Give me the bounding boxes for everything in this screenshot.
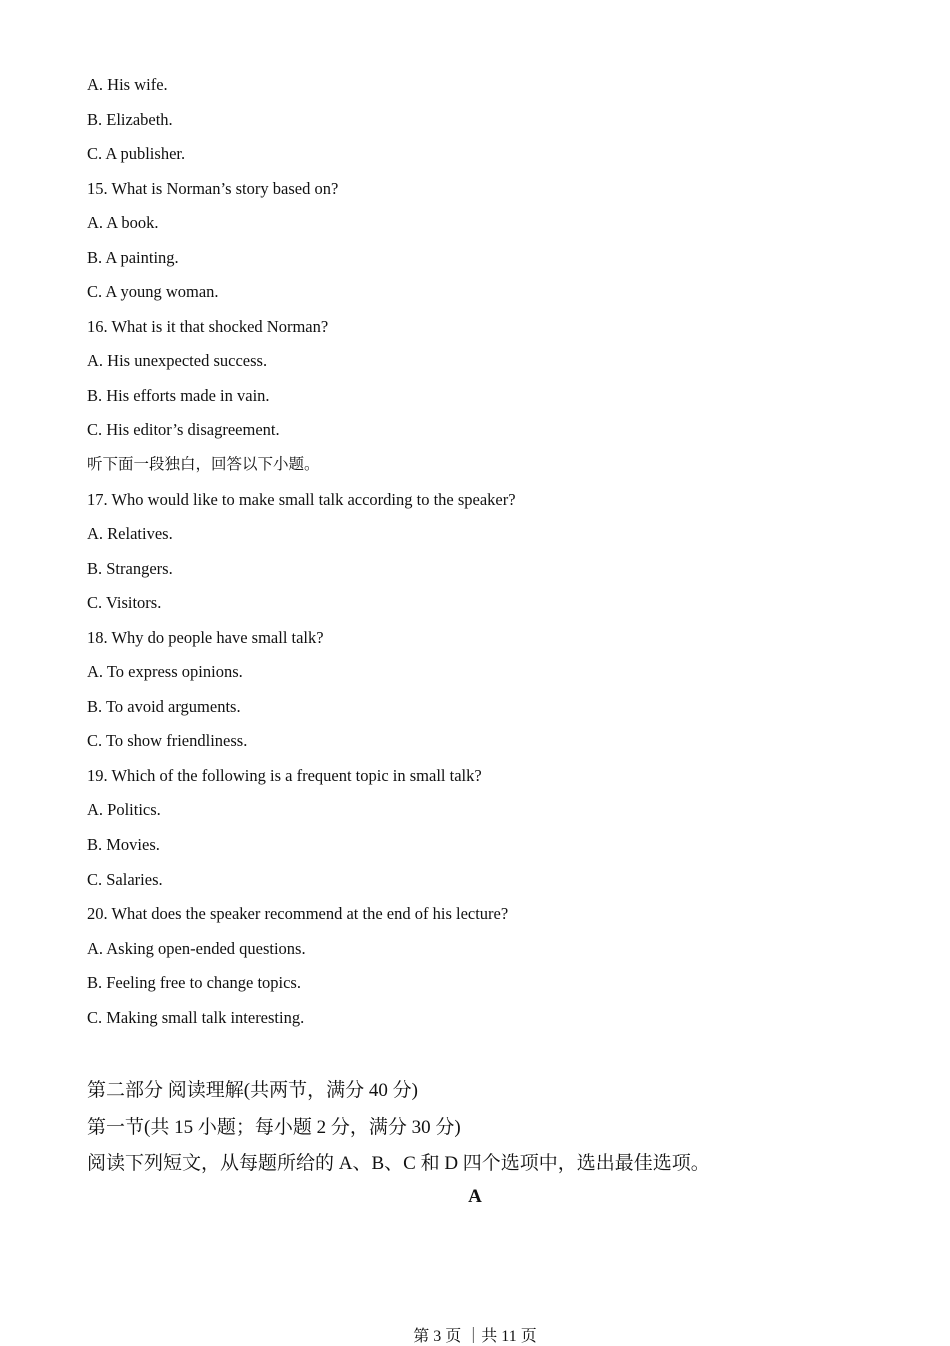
instruction-text: 听下面一段独白，回答以下小题。 bbox=[87, 456, 320, 474]
answer-option: B. A painting. bbox=[87, 247, 179, 267]
question-list bbox=[87, 68, 516, 1035]
answer-option: B. Strangers. bbox=[87, 558, 173, 578]
answer-option: C. A young woman. bbox=[87, 282, 219, 302]
answer-option: C. His editor’s disagreement. bbox=[87, 420, 280, 440]
question-text: 15. What is Norman’s story based on? bbox=[87, 178, 339, 198]
answer-option: B. His efforts made in vain. bbox=[87, 385, 270, 405]
answer-option: B. Elizabeth. bbox=[87, 109, 173, 129]
answer-option: C. Making small talk interesting. bbox=[87, 1007, 305, 1027]
answer-option: A. Asking open-ended questions. bbox=[87, 938, 306, 958]
answer-option: A. Relatives. bbox=[87, 524, 173, 544]
answer-option: C. A publisher. bbox=[87, 144, 186, 164]
question-text: 20. What does the speaker recommend at the end of his lecture? bbox=[87, 904, 509, 924]
answer-option: A. His unexpected success. bbox=[87, 351, 268, 371]
answer-option: B. Feeling free to change topics. bbox=[87, 973, 301, 993]
part-title: 第二部分 阅读理解(共两节，满分 40 分) bbox=[87, 1080, 418, 1101]
passage-label: A bbox=[468, 1186, 482, 1207]
answer-option: A. A book. bbox=[87, 213, 159, 233]
question-text: 16. What is it that shocked Norman? bbox=[87, 316, 329, 336]
question-text: 17. Who would like to make small talk according to the speaker? bbox=[87, 489, 516, 509]
subsection-title: 第一节(共 15 小题；每小题 2 分，满分 30 分) bbox=[87, 1117, 461, 1138]
answer-option: B. To avoid arguments. bbox=[87, 696, 241, 716]
answer-option: C. Salaries. bbox=[87, 869, 163, 889]
instruction-text: 阅读下列短文，从每题所给的 A、B、C 和 D 四个选项中，选出最佳选项。 bbox=[87, 1153, 710, 1174]
page-footer: 第 3 页 ｜共 11 页 bbox=[413, 1328, 537, 1345]
answer-option: C. Visitors. bbox=[87, 593, 162, 613]
answer-option: C. To show friendliness. bbox=[87, 731, 248, 751]
answer-option: A. To express opinions. bbox=[87, 662, 243, 682]
question-text: 19. Which of the following is a frequent topic in small talk? bbox=[87, 765, 482, 785]
question-text: 18. Why do people have small talk? bbox=[87, 627, 324, 647]
answer-option: A. His wife. bbox=[87, 75, 168, 94]
answer-option: A. Politics. bbox=[87, 800, 161, 820]
answer-option: B. Movies. bbox=[87, 835, 160, 855]
